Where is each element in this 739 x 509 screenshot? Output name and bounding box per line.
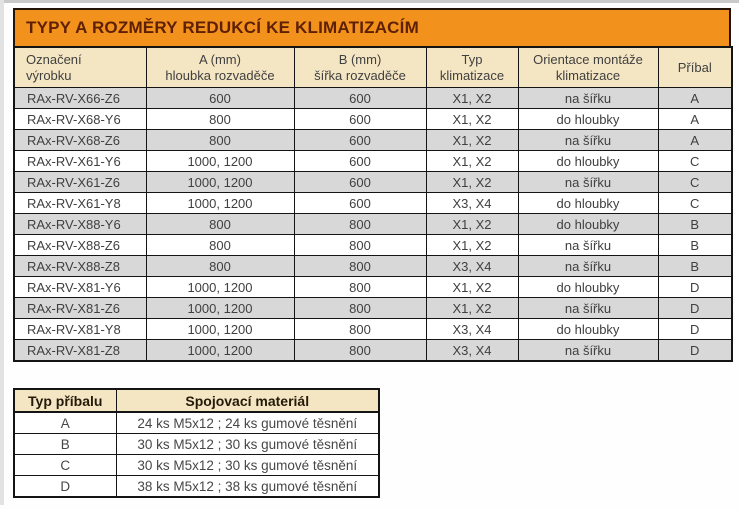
cell-orientation: na šířku xyxy=(518,298,658,319)
table-row xyxy=(14,340,732,362)
table-row xyxy=(14,455,379,476)
cell-orientation: do hloubky xyxy=(518,319,658,340)
cell-orientation: do hloubky xyxy=(518,109,658,130)
cell-depth: 1000, 1200 xyxy=(146,172,294,193)
table-header xyxy=(14,389,379,412)
header-line: výrobku xyxy=(26,67,72,83)
cell-ac-type: X1, X2 xyxy=(426,214,518,235)
cell-ac-type: X1, X2 xyxy=(426,298,518,319)
cell-depth: 1000, 1200 xyxy=(146,298,294,319)
table-row xyxy=(14,193,732,214)
header-line: Příbal xyxy=(677,59,712,75)
cell-joining-material: 30 ks M5x12 ; 30 ks gumové těsnění xyxy=(116,434,379,455)
column-header-depth-a xyxy=(146,47,294,88)
column-header-accessory-type: Typ příbalu xyxy=(14,389,116,412)
cell-accessory: A xyxy=(658,88,732,109)
table-row xyxy=(14,88,732,109)
cell-width: 800 xyxy=(294,235,426,256)
cell-product: RAx-RV-X68-Z6 xyxy=(14,130,146,151)
cell-accessory: B xyxy=(658,256,732,277)
cell-product: RAx-RV-X61-Y8 xyxy=(14,193,146,214)
table-header xyxy=(14,47,732,88)
cell-depth: 800 xyxy=(146,130,294,151)
cell-width: 600 xyxy=(294,172,426,193)
table-row xyxy=(14,235,732,256)
cell-width: 800 xyxy=(294,319,426,340)
cell-product: RAx-RV-X88-Z6 xyxy=(14,235,146,256)
cell-ac-type: X1, X2 xyxy=(426,88,518,109)
cell-ac-type: X3, X4 xyxy=(426,340,518,362)
cell-width: 600 xyxy=(294,193,426,214)
cell-accessory-type: C xyxy=(14,455,116,476)
header-line: B (mm) xyxy=(338,51,382,67)
cell-product: RAx-RV-X81-Z8 xyxy=(14,340,146,362)
main-table-title: TYPY A ROZMĚRY REDUKCÍ KE KLIMATIZACÍM xyxy=(13,8,731,46)
table-body xyxy=(14,412,379,497)
cell-orientation: na šířku xyxy=(518,172,658,193)
table-row xyxy=(14,434,379,455)
cell-accessory: B xyxy=(658,214,732,235)
cell-accessory-type: A xyxy=(14,412,116,434)
table-row xyxy=(14,412,379,434)
cell-depth: 1000, 1200 xyxy=(146,151,294,172)
reduction-types-section xyxy=(13,8,733,362)
cell-orientation: na šířku xyxy=(518,235,658,256)
cell-accessory-type: B xyxy=(14,434,116,455)
column-header-width-b xyxy=(294,47,426,88)
cell-orientation: na šířku xyxy=(518,340,658,362)
cell-width: 800 xyxy=(294,340,426,362)
cell-accessory: D xyxy=(658,298,732,319)
header-line: hloubka rozvaděče xyxy=(165,67,275,83)
cell-product: RAx-RV-X88-Z8 xyxy=(14,256,146,277)
table-row xyxy=(14,214,732,235)
cell-ac-type: X1, X2 xyxy=(426,130,518,151)
table-row xyxy=(14,151,732,172)
table-row xyxy=(14,298,732,319)
cell-width: 600 xyxy=(294,109,426,130)
cell-width: 800 xyxy=(294,256,426,277)
cell-product: RAx-RV-X61-Y6 xyxy=(14,151,146,172)
cell-width: 600 xyxy=(294,130,426,151)
cell-orientation: na šířku xyxy=(518,88,658,109)
cell-ac-type: X1, X2 xyxy=(426,277,518,298)
cell-orientation: na šířku xyxy=(518,256,658,277)
header-row xyxy=(14,47,732,88)
cell-depth: 1000, 1200 xyxy=(146,193,294,214)
column-header-ac-type xyxy=(426,47,518,88)
header-line: šířka rozvaděče xyxy=(314,67,406,83)
cell-width: 600 xyxy=(294,151,426,172)
cell-accessory: C xyxy=(658,193,732,214)
cell-accessory: D xyxy=(658,319,732,340)
cell-ac-type: X1, X2 xyxy=(426,109,518,130)
cell-depth: 1000, 1200 xyxy=(146,340,294,362)
cell-depth: 800 xyxy=(146,256,294,277)
cell-product: RAx-RV-X81-Z6 xyxy=(14,298,146,319)
column-header-mount-orientation xyxy=(518,47,658,88)
cell-accessory: C xyxy=(658,151,732,172)
header-row xyxy=(14,389,379,412)
cell-orientation: do hloubky xyxy=(518,151,658,172)
header-line: Označení xyxy=(26,51,82,67)
accessory-material-table xyxy=(13,388,380,498)
cell-width: 800 xyxy=(294,277,426,298)
cell-depth: 800 xyxy=(146,214,294,235)
cell-joining-material: 24 ks M5x12 ; 24 ks gumové těsnění xyxy=(116,412,379,434)
cell-ac-type: X3, X4 xyxy=(426,193,518,214)
cell-ac-type: X1, X2 xyxy=(426,151,518,172)
cell-accessory: A xyxy=(658,130,732,151)
cell-depth: 1000, 1200 xyxy=(146,277,294,298)
cell-orientation: do hloubky xyxy=(518,193,658,214)
header-line: klimatizace xyxy=(439,67,505,83)
cell-orientation: do hloubky xyxy=(518,277,658,298)
cell-product: RAx-RV-X81-Y6 xyxy=(14,277,146,298)
cell-width: 800 xyxy=(294,298,426,319)
table-row xyxy=(14,130,732,151)
header-line: Orientace montáže xyxy=(533,51,643,67)
cell-product: RAx-RV-X66-Z6 xyxy=(14,88,146,109)
column-header-accessory xyxy=(658,47,732,88)
table-row xyxy=(14,256,732,277)
cell-ac-type: X1, X2 xyxy=(426,172,518,193)
table-row xyxy=(14,277,732,298)
scan-edge-top xyxy=(0,0,739,3)
cell-orientation: do hloubky xyxy=(518,214,658,235)
header-line: A (mm) xyxy=(199,51,241,67)
cell-depth: 800 xyxy=(146,109,294,130)
cell-accessory: D xyxy=(658,277,732,298)
cell-joining-material: 30 ks M5x12 ; 30 ks gumové těsnění xyxy=(116,455,379,476)
cell-orientation: na šířku xyxy=(518,130,658,151)
cell-ac-type: X3, X4 xyxy=(426,319,518,340)
header-line: Typ xyxy=(461,51,483,67)
cell-depth: 600 xyxy=(146,88,294,109)
table-row xyxy=(14,109,732,130)
cell-product: RAx-RV-X68-Y6 xyxy=(14,109,146,130)
cell-accessory: C xyxy=(658,172,732,193)
table-row xyxy=(14,319,732,340)
header-line: klimatizace xyxy=(555,67,621,83)
cell-depth: 800 xyxy=(146,235,294,256)
cell-product: RAx-RV-X88-Y6 xyxy=(14,214,146,235)
cell-depth: 1000, 1200 xyxy=(146,319,294,340)
cell-width: 600 xyxy=(294,88,426,109)
cell-product: RAx-RV-X81-Y8 xyxy=(14,319,146,340)
cell-product: RAx-RV-X61-Z6 xyxy=(14,172,146,193)
table-row xyxy=(14,172,732,193)
reduction-dimensions-table xyxy=(13,46,733,362)
cell-accessory: A xyxy=(658,109,732,130)
column-header-product xyxy=(14,47,146,88)
accessory-section xyxy=(13,388,380,498)
column-header-joining-material: Spojovací materiál xyxy=(116,389,379,412)
cell-accessory: B xyxy=(658,235,732,256)
cell-ac-type: X3, X4 xyxy=(426,256,518,277)
cell-width: 800 xyxy=(294,214,426,235)
cell-ac-type: X1, X2 xyxy=(426,235,518,256)
table-body xyxy=(14,88,732,362)
cell-joining-material: 38 ks M5x12 ; 38 ks gumové těsnění xyxy=(116,476,379,498)
cell-accessory: D xyxy=(658,340,732,362)
scan-edge-left xyxy=(0,0,4,505)
table-row xyxy=(14,476,379,498)
cell-accessory-type: D xyxy=(14,476,116,498)
